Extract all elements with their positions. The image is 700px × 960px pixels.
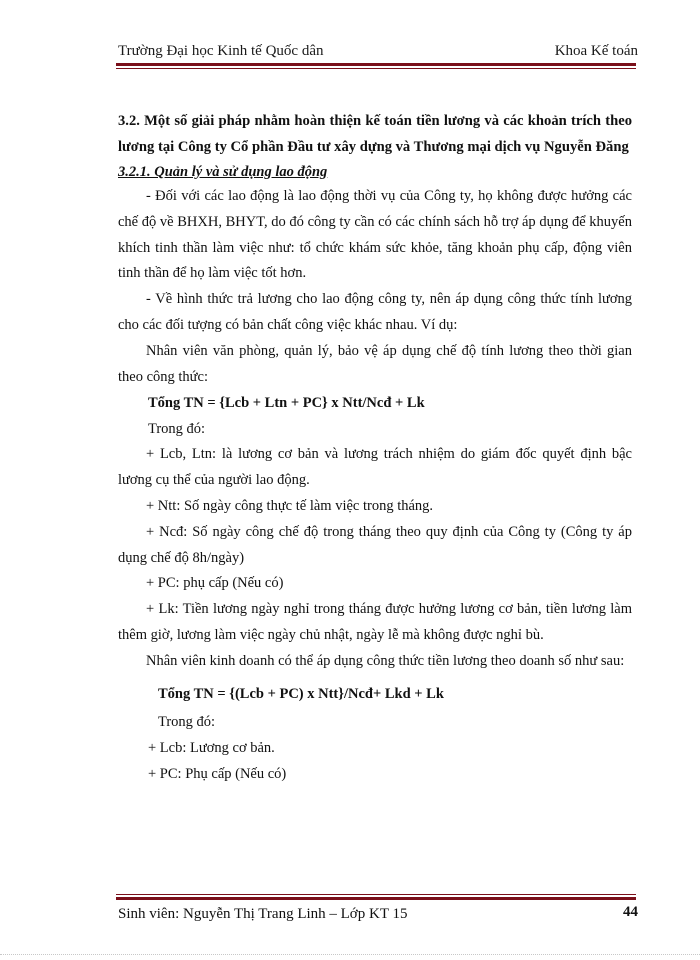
definition-ncd: + Ncđ: Số ngày công chế độ trong tháng theo quy định của Công ty (Công ty áp dụng chế độ 8h/ngày) [118, 523, 632, 566]
paragraph-seasonal-workers: - Đối với các lao động là lao động thời vụ của Công ty, họ không được hưởng các chế độ về BHXH, BHYT, do đó công ty cần có các chính sách hỗ trợ áp dụng để khuyến khích tinh thần làm việc như: tổ chức khám sức khỏe, tăng khoản phụ cấp, động viên tinh thần để họ làm việc tốt hơn. [118, 188, 632, 282]
formula-time-based: Tổng TN = {Lcb + Ltn + PC} x Ntt/Ncđ + Lk [148, 395, 425, 412]
formula-sales-based: Tổng TN = {(Lcb + PC) x Ntt}/Ncđ+ Lkd + Lk [158, 685, 444, 702]
page-body [118, 108, 632, 787]
definition-lcb-2: + Lcb: Lương cơ bản. [148, 739, 275, 756]
subsection-title: 3.2.1. Quản lý và sử dụng lao động [118, 164, 328, 180]
paragraph-sales-staff: Nhân viên kinh doanh có thể áp dụng công thức tiền lương theo doanh số như sau: [146, 652, 625, 669]
header-rule-thick [116, 63, 636, 66]
header-rule-thin [116, 68, 636, 69]
footer-rule-thick [116, 897, 636, 900]
definition-lk: + Lk: Tiền lương ngày nghỉ trong tháng được hưởng lương cơ bản, tiền lương làm thêm giờ, lương làm việc ngày chủ nhật, ngày lễ mà không được nghỉ bù. [118, 601, 632, 643]
paragraph-pay-method: - Về hình thức trả lương cho lao động công ty, nên áp dụng công thức tính lương cho các đối tượng có bản chất công việc khác nhau. Ví dụ: [118, 291, 632, 333]
footer-student-info: Sinh viên: Nguyễn Thị Trang Linh – Lớp KT 15 [118, 906, 408, 922]
where-label-1: Trong đó: [148, 421, 206, 438]
page-number: 44 [623, 904, 638, 920]
footer-rule-thin [116, 894, 636, 895]
definition-pc-2: + PC: Phụ cấp (Nếu có) [148, 765, 287, 782]
header-faculty-name: Khoa Kế toán [554, 43, 638, 59]
definition-lcb-ltn: + Lcb, Ltn: là lương cơ bản và lương trách nhiệm do giám đốc quyết định bậc lương cụ thể của người lao động. [118, 446, 632, 489]
where-label-2: Trong đó: [158, 713, 216, 730]
section-title: 3.2. Một số giải pháp nhằm hoàn thiện kế toán tiền lương và các khoản trích theo lương tại Công ty Cổ phần Đầu tư xây dựng và Thương mại dịch vụ Nguyễn Đăng [118, 113, 632, 155]
paragraph-office-staff: Nhân viên văn phòng, quản lý, bảo vệ áp dụng chế độ tính lương theo thời gian theo công thức: [118, 342, 632, 385]
header-school-name: Trường Đại học Kinh tế Quốc dân [118, 43, 324, 59]
page-bottom-dotted-border [0, 954, 700, 955]
definition-ntt: + Ntt: Số ngày công thực tế làm việc trong tháng. [146, 497, 434, 514]
definition-pc: + PC: phụ cấp (Nếu có) [146, 575, 284, 592]
